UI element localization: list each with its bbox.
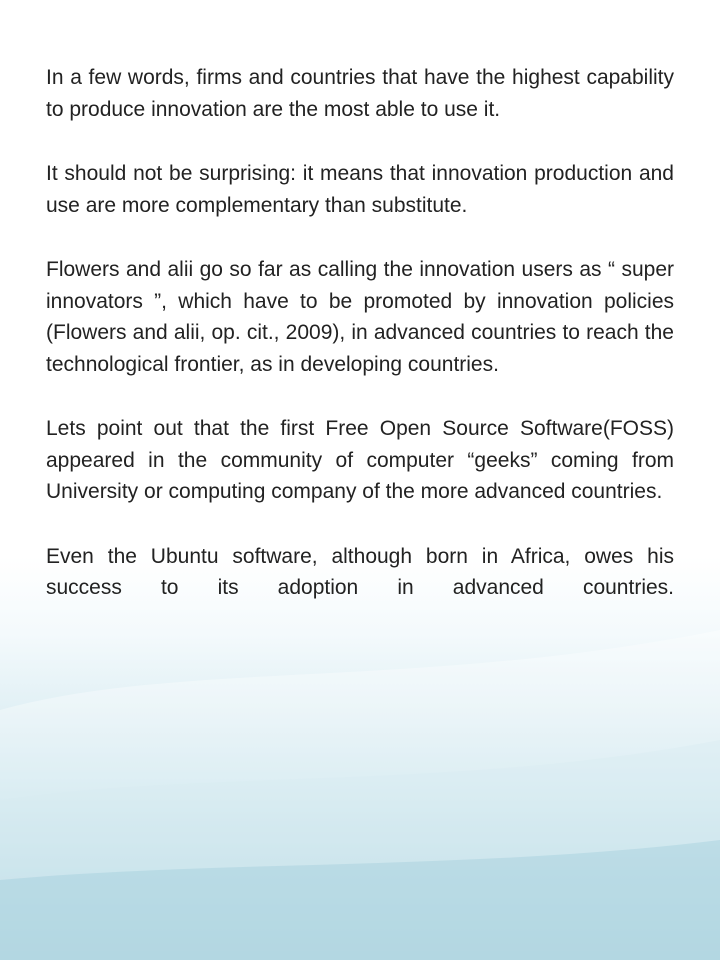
slide-body [46,62,674,637]
paragraph-foss: Lets point out that the first Free Open Source Software(FOSS) appeared in the community of computer “geeks” coming from University or computing company of the more advanced countries. [46,417,674,503]
paragraph-innovation-capability: In a few words, firms and countries that have the highest capability to produce innovation are the most able to use it. [46,66,674,121]
paragraph-complementary: It should not be surprising: it means that innovation production and use are more complementary than substitute. [46,162,674,217]
paragraph-ubuntu: Even the Ubuntu software, although born in Africa, owes his success to its adoption in advanced countries. [46,544,674,599]
paragraph-super-innovators: Flowers and alii go so far as calling the innovation users as “ super innovators ”, which have to be promoted by innovation policies (Flowers and alii, op. cit., 2009), in advanced countries to reach the technological frontier, as in developing countries. [46,258,674,376]
